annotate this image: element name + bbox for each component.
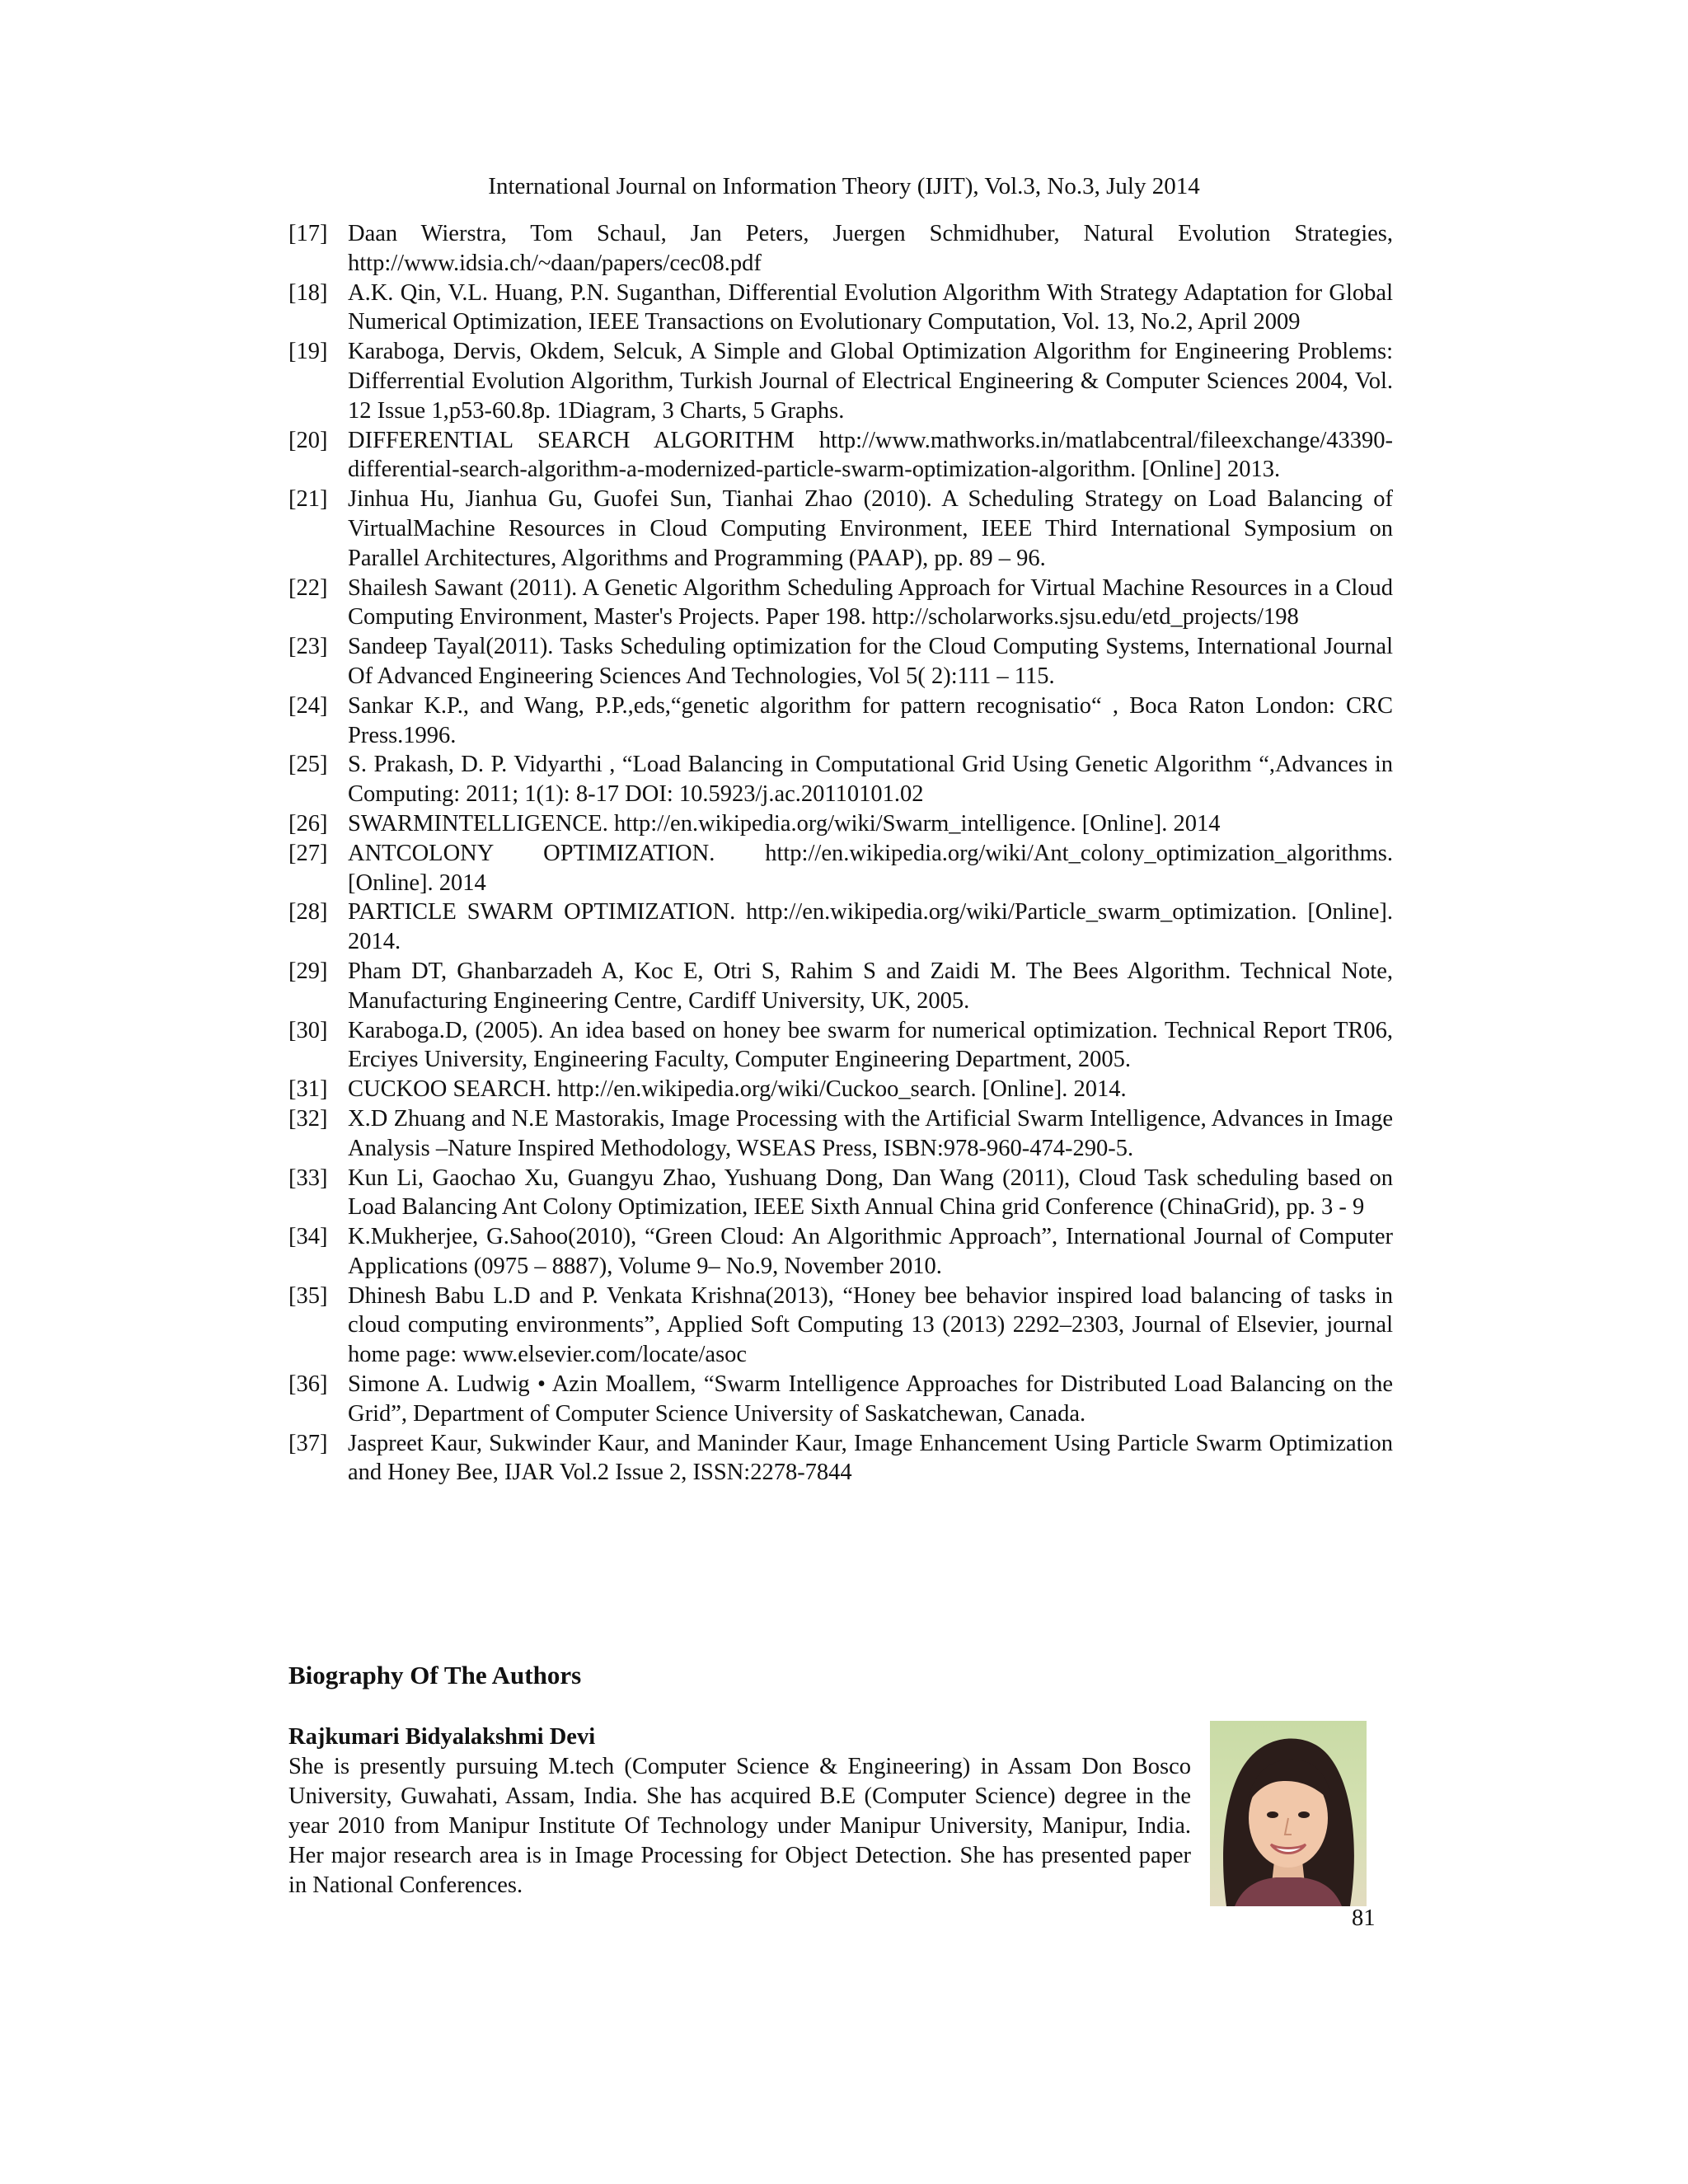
reference-text: ANTCOLONY OPTIMIZATION. http://en.wikipedia.org/wiki/Ant_colony_optimization_algorithms. [Online]. 2014 <box>348 840 1393 896</box>
reference-item <box>288 1222 1393 1282</box>
reference-number: [31] <box>288 1076 328 1103</box>
reference-number: [28] <box>288 899 328 926</box>
reference-text: Jinhua Hu, Jianhua Gu, Guofei Sun, Tianhai Zhao (2010). A Scheduling Strategy on Load Balancing of VirtualMachine Resources in Cloud Computing Environment, IEEE Third International Symposium on Parallel Architectures, Algorithms and Programming (PAAP), pp. 89 – 96. <box>348 486 1393 571</box>
biography-heading: Biography Of The Authors <box>288 1661 582 1690</box>
reference-number: [22] <box>288 574 328 601</box>
reference-item <box>288 1104 1393 1164</box>
reference-item <box>288 426 1393 485</box>
reference-text: Sandeep Tayal(2011). Tasks Scheduling optimization for the Cloud Computing Systems, International Journal Of Advanced Engineering Sciences And Technologies, Vol 5( 2):111 – 115. <box>348 634 1393 689</box>
reference-text: SWARMINTELLIGENCE. http://en.wikipedia.org/wiki/Swarm_intelligence. [Online]. 2014 <box>348 810 1221 837</box>
reference-list <box>288 219 1393 1488</box>
reference-number: [23] <box>288 634 328 660</box>
reference-number: [20] <box>288 427 328 453</box>
reference-number: [17] <box>288 221 328 246</box>
reference-item <box>288 898 1393 957</box>
reference-item <box>288 337 1393 425</box>
reference-item <box>288 1282 1393 1370</box>
reference-item <box>288 485 1393 573</box>
reference-text: Simone A. Ludwig • Azin Moallem, “Swarm Intelligence Approaches for Distributed Load Balancing on the Grid”, Department of Computer Science University of Saskatchewan, Canada. <box>348 1371 1393 1427</box>
reference-number: [25] <box>288 752 328 778</box>
reference-item <box>288 1429 1393 1488</box>
reference-item <box>288 1370 1393 1429</box>
reference-number: [35] <box>288 1282 328 1309</box>
reference-number: [27] <box>288 840 328 866</box>
reference-item <box>288 1164 1393 1223</box>
reference-text: Kun Li, Gaochao Xu, Guangyu Zhao, Yushuang Dong, Dan Wang (2011), Cloud Task scheduling based on Load Balancing Ant Colony Optimization, IEEE Sixth Annual China grid Conference (ChinaGrid), pp. 3 - 9 <box>348 1165 1393 1221</box>
reference-number: [37] <box>288 1430 328 1456</box>
reference-item <box>288 632 1393 691</box>
reference-text: Daan Wierstra, Tom Schaul, Jan Peters, Juergen Schmidhuber, Natural Evolution Strategies, http://www.idsia.ch/~daan/papers/cec08.pdf <box>348 221 1393 276</box>
page-number: 81 <box>1352 1905 1376 1931</box>
reference-text: Karaboga.D, (2005). An idea based on honey bee swarm for numerical optimization. Technical Report TR06, Erciyes University, Engineering Faculty, Computer Engineering Department, 2005. <box>348 1017 1393 1073</box>
reference-text: Jaspreet Kaur, Sukwinder Kaur, and Maninder Kaur, Image Enhancement Using Particle Swarm Optimization and Honey Bee, IJAR Vol.2 Issue 2, ISSN:2278-7844 <box>348 1430 1393 1486</box>
reference-item <box>288 691 1393 751</box>
reference-item <box>288 219 1393 279</box>
reference-number: [33] <box>288 1165 328 1191</box>
reference-number: [26] <box>288 810 328 837</box>
reference-number: [24] <box>288 692 328 719</box>
reference-number: [29] <box>288 958 328 984</box>
reference-number: [34] <box>288 1224 328 1250</box>
reference-item <box>288 574 1393 633</box>
reference-number: [18] <box>288 279 328 306</box>
author-portrait-illustration <box>1210 1721 1367 1906</box>
reference-text: Dhinesh Babu L.D and P. Venkata Krishna(2013), “Honey bee behavior inspired load balancing of tasks in cloud computing environments”, Applied Soft Computing 13 (2013) 2292–2303, Journal of Elsevier, journal home page: www.elsevier.com/locate/asoc <box>348 1282 1393 1368</box>
reference-number: [36] <box>288 1371 328 1398</box>
reference-text: S. Prakash, D. P. Vidyarthi , “Load Balancing in Computational Grid Using Genetic Algorithm “,Advances in Computing: 2011; 1(1): 8-17 DOI: 10.5923/j.ac.20110101.02 <box>348 752 1393 808</box>
reference-text: CUCKOO SEARCH. http://en.wikipedia.org/wiki/Cuckoo_search. [Online]. 2014. <box>348 1076 1127 1103</box>
reference-text: DIFFERENTIAL SEARCH ALGORITHM http://www.mathworks.in/matlabcentral/fileexchange/43390-differential-search-algorithm-a-modernized-particle-swarm-optimization-algorithm. [Online] 2013. <box>348 427 1393 483</box>
reference-number: [30] <box>288 1017 328 1043</box>
author-photo <box>1210 1721 1367 1906</box>
running-header: International Journal on Information Theory (IJIT), Vol.3, No.3, July 2014 <box>488 173 1200 199</box>
reference-number: [21] <box>288 486 328 513</box>
reference-text: PARTICLE SWARM OPTIMIZATION. http://en.wikipedia.org/wiki/Particle_swarm_optimization. [Online]. 2014. <box>348 899 1393 955</box>
reference-text: Shailesh Sawant (2011). A Genetic Algorithm Scheduling Approach for Virtual Machine Resources in a Cloud Computing Environment, Master's Projects. Paper 198. http://scholarworks.sjsu.edu/etd_projects/198 <box>348 574 1393 630</box>
reference-text: A.K. Qin, V.L. Huang, P.N. Suganthan, Differential Evolution Algorithm With Strategy Adaptation for Global Numerical Optimization, IEEE Transactions on Evolutionary Computation, Vol. 13, No.2, April 2009 <box>348 279 1393 335</box>
reference-item <box>288 1016 1393 1076</box>
reference-item <box>288 750 1393 809</box>
author-bio: She is presently pursuing M.tech (Computer Science & Engineering) in Assam Don Bosco University, Guwahati, Assam, India. She has acquired B.E (Computer Science) degree in the year 2010 from Manipur Institute Of Technology under Manipur University, Manipur, India. Her major research area is in Image Processing for Object Detection. She has presented paper in National Conferences. <box>288 1754 1191 1898</box>
reference-text: Karaboga, Dervis, Okdem, Selcuk, A Simple and Global Optimization Algorithm for Engineering Problems: Differrential Evolution Algorithm, Turkish Journal of Electrical Engineering & Computer Sciences 2004, Vol. 12 Issue 1,p53-60.8p. 1Diagram, 3 Charts, 5 Graphs. <box>348 339 1393 424</box>
reference-text: K.Mukherjee, G.Sahoo(2010), “Green Cloud: An Algorithmic Approach”, International Journal of Computer Applications (0975 – 8887), Volume 9– No.9, November 2010. <box>348 1224 1393 1279</box>
reference-item <box>288 1075 1393 1104</box>
reference-item <box>288 809 1393 839</box>
reference-text: Pham DT, Ghanbarzadeh A, Koc E, Otri S, Rahim S and Zaidi M. The Bees Algorithm. Technical Note, Manufacturing Engineering Centre, Cardiff University, UK, 2005. <box>348 958 1393 1014</box>
reference-text: Sankar K.P., and Wang, P.P.,eds,“genetic algorithm for pattern recognisatio“ , Boca Raton London: CRC Press.1996. <box>348 692 1393 748</box>
reference-item <box>288 957 1393 1016</box>
reference-number: [32] <box>288 1105 328 1132</box>
reference-number: [19] <box>288 339 328 365</box>
reference-item <box>288 279 1393 338</box>
reference-text: X.D Zhuang and N.E Mastorakis, Image Processing with the Artificial Swarm Intelligence, Advances in Image Analysis –Nature Inspired Methodology, WSEAS Press, ISBN:978-960-474-290-5. <box>348 1105 1393 1161</box>
reference-item <box>288 839 1393 898</box>
author-name: Rajkumari Bidyalakshmi Devi <box>288 1724 596 1750</box>
